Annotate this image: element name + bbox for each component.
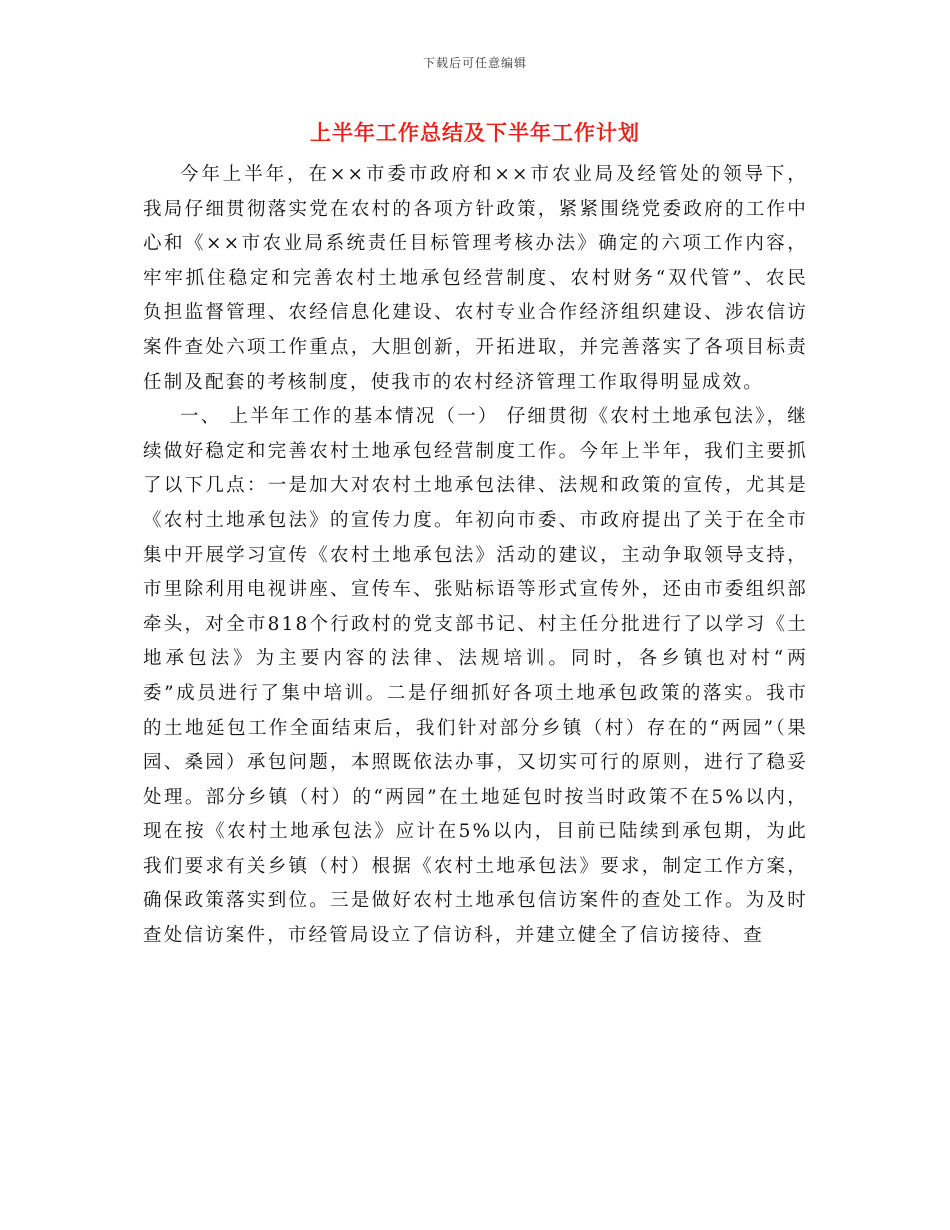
paragraph: 今年上半年，在××市委市政府和××市农业局及经管处的领导下，我局仔细贯彻落实党在农村的各项方针政策，紧紧围绕党委政府的工作中心和《××市农业局系统责任目标管理考核办法》确定的六项工作内容，牢牢抓住稳定和完善农村土地承包经营制度、农村财务“双代管”、农民负担监督管理、农经信息化建设、农村专业合作经济组织建设、涉农信访案件查处六项工作重点，大胆创新，开拓进取，并完善落实了各项目标责任制及配套的考核制度，使我市的农村经济管理工作取得明显成效。	[143, 164, 808, 393]
header-note: 下载后可任意编辑	[422, 56, 527, 70]
document-title: 上半年工作总结及下半年工作计划	[310, 120, 640, 145]
paragraph: 一、 上半年工作的基本情况（一） 仔细贯彻《农村土地承包法》，继续做好稳定和完善农村土地承包经营制度工作。今年上半年，我们主要抓了以下几点：一是加大对农村土地承包法律、法规和政策的宣传，尤其是《农村土地承包法》的宣传力度。年初向市委、市政府提出了关于在全市集中开展学习宣传《农村土地承包法》活动的建议，主动争取领导支持，市里除利用电视讲座、宣传车、张贴标语等形式宣传外，还由市委组织部牵头，对全市818个行政村的党支部书记、村主任分批进行了以学习《土地承包法》为主要内容的法律、法规培训。同时，各乡镇也对村“两委”成员进行了集中培训。二是仔细抓好各项土地承包政策的落实。我市的土地延包工作全面结束后，我们针对部分乡镇（村）存在的“两园”（果园、桑园）承包问题，本照既依法办事，又切实可行的原则，进行了稳妥处理。部分乡镇（村）的“两园”在土地延包时按当时政策不在5%以内，现在按《农村土地承包法》应计在5%以内，目前已陆续到承包期，为此我们要求有关乡镇（村）根据《农村土地承包法》要求，制定工作方案，确保政策落实到位。三是做好农村土地承包信访案件的查处工作。为及时查处信访案件，市经管局设立了信访科，并建立健全了信访接待、查	[143, 406, 808, 947]
document-body	[143, 158, 808, 954]
